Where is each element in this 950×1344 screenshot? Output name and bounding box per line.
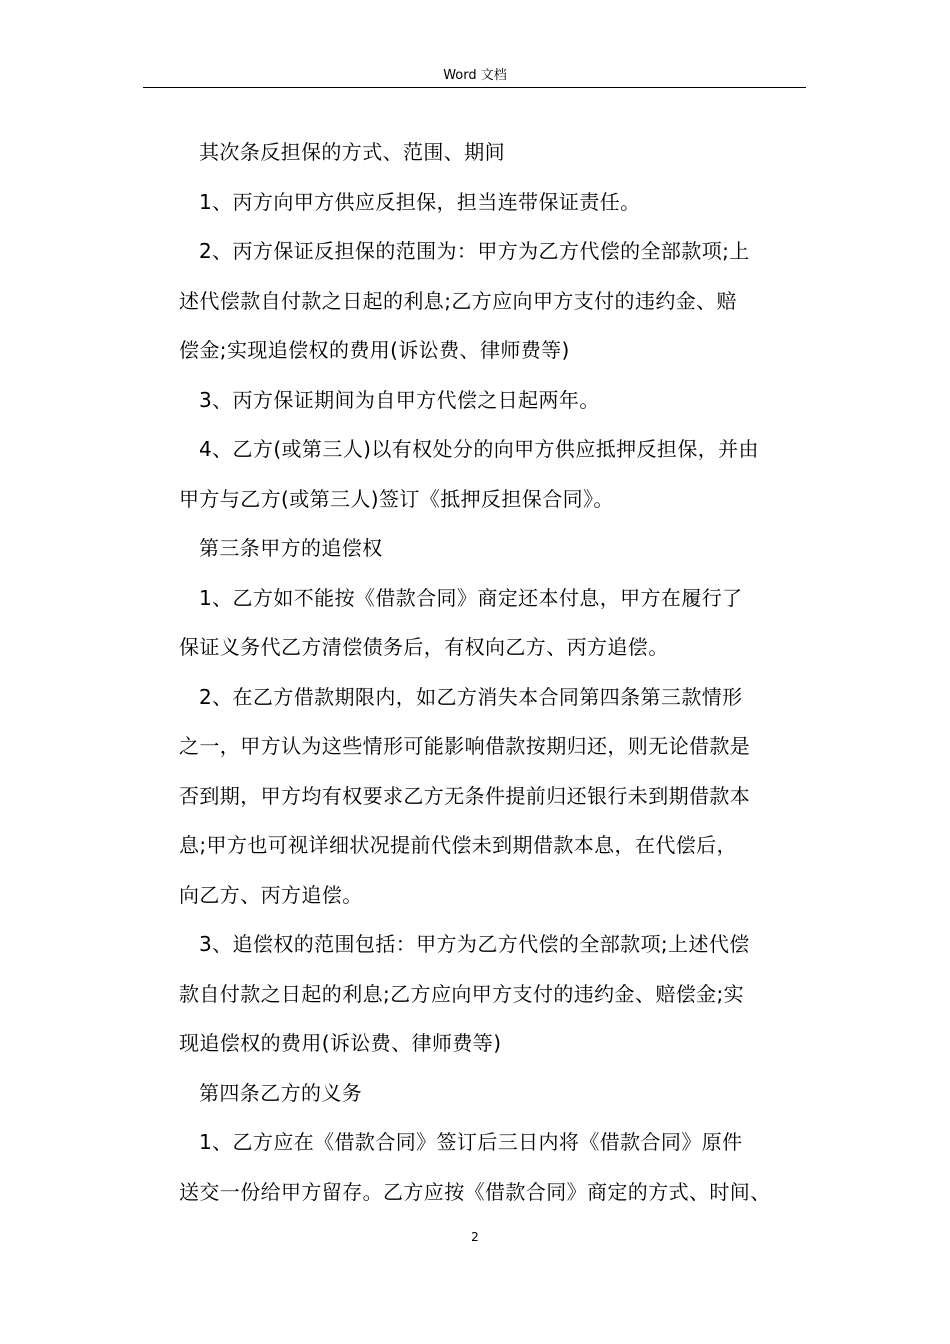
text-line: 保证义务代乙方清偿债务后，有权向乙方、丙方追偿。 bbox=[179, 635, 669, 659]
text-line: 甲方与乙方(或第三人)签订《抵押反担保合同》。 bbox=[179, 486, 614, 511]
text-line: 之一，甲方认为这些情形可能影响借款按期归还，则无论借款是 bbox=[179, 734, 751, 758]
text-line: 其次条反担保的方式、范围、期间 bbox=[199, 140, 505, 164]
text-line: 送交一份给甲方留存。乙方应按《借款合同》商定的方式、时间、 bbox=[179, 1179, 771, 1204]
page-number: 2 bbox=[471, 1230, 479, 1244]
text-line: 3、丙方保证期间为自甲方代偿之日起两年。 bbox=[199, 387, 600, 412]
document-body bbox=[179, 128, 811, 1217]
text-line: 述代偿款自付款之日起的利息;乙方应向甲方支付的违约金、赔 bbox=[179, 288, 737, 313]
text-line: 款自付款之日起的利息;乙方应向甲方支付的违约金、赔偿金;实 bbox=[179, 981, 745, 1006]
text-line: 第三条甲方的追偿权 bbox=[199, 536, 383, 560]
text-line: 2、丙方保证反担保的范围为：甲方为乙方代偿的全部款项;上 bbox=[199, 239, 750, 263]
page-header-title: Word 文档 bbox=[443, 68, 507, 83]
text-line: 否到期，甲方均有权要求乙方无条件提前归还银行未到期借款本 bbox=[179, 783, 751, 808]
text-line: 1、丙方向甲方供应反担保，担当连带保证责任。 bbox=[199, 189, 641, 214]
text-line: 2、在乙方借款期限内，如乙方消失本合同第四条第三款情形 bbox=[199, 684, 743, 709]
text-line: 第四条乙方的义务 bbox=[199, 1080, 363, 1105]
text-line: 现追偿权的费用(诉讼费、律师费等) bbox=[179, 1031, 502, 1055]
header-divider bbox=[143, 87, 806, 88]
text-line: 偿金;实现追偿权的费用(诉讼费、律师费等) bbox=[179, 338, 570, 362]
text-line: 1、乙方应在《借款合同》签订后三日内将《借款合同》原件 bbox=[199, 1130, 743, 1154]
text-line: 息;甲方也可视详细状况提前代偿未到期借款本息，在代偿后， bbox=[179, 833, 737, 857]
text-line: 4、乙方(或第三人)以有权处分的向甲方供应抵押反担保，并由 bbox=[199, 437, 759, 461]
text-line: 向乙方、丙方追偿。 bbox=[179, 882, 363, 907]
text-line: 1、乙方如不能按《借款合同》商定还本付息，甲方在履行了 bbox=[199, 585, 743, 610]
text-line: 3、追偿权的范围包括：甲方为乙方代偿的全部款项;上述代偿 bbox=[199, 932, 750, 956]
